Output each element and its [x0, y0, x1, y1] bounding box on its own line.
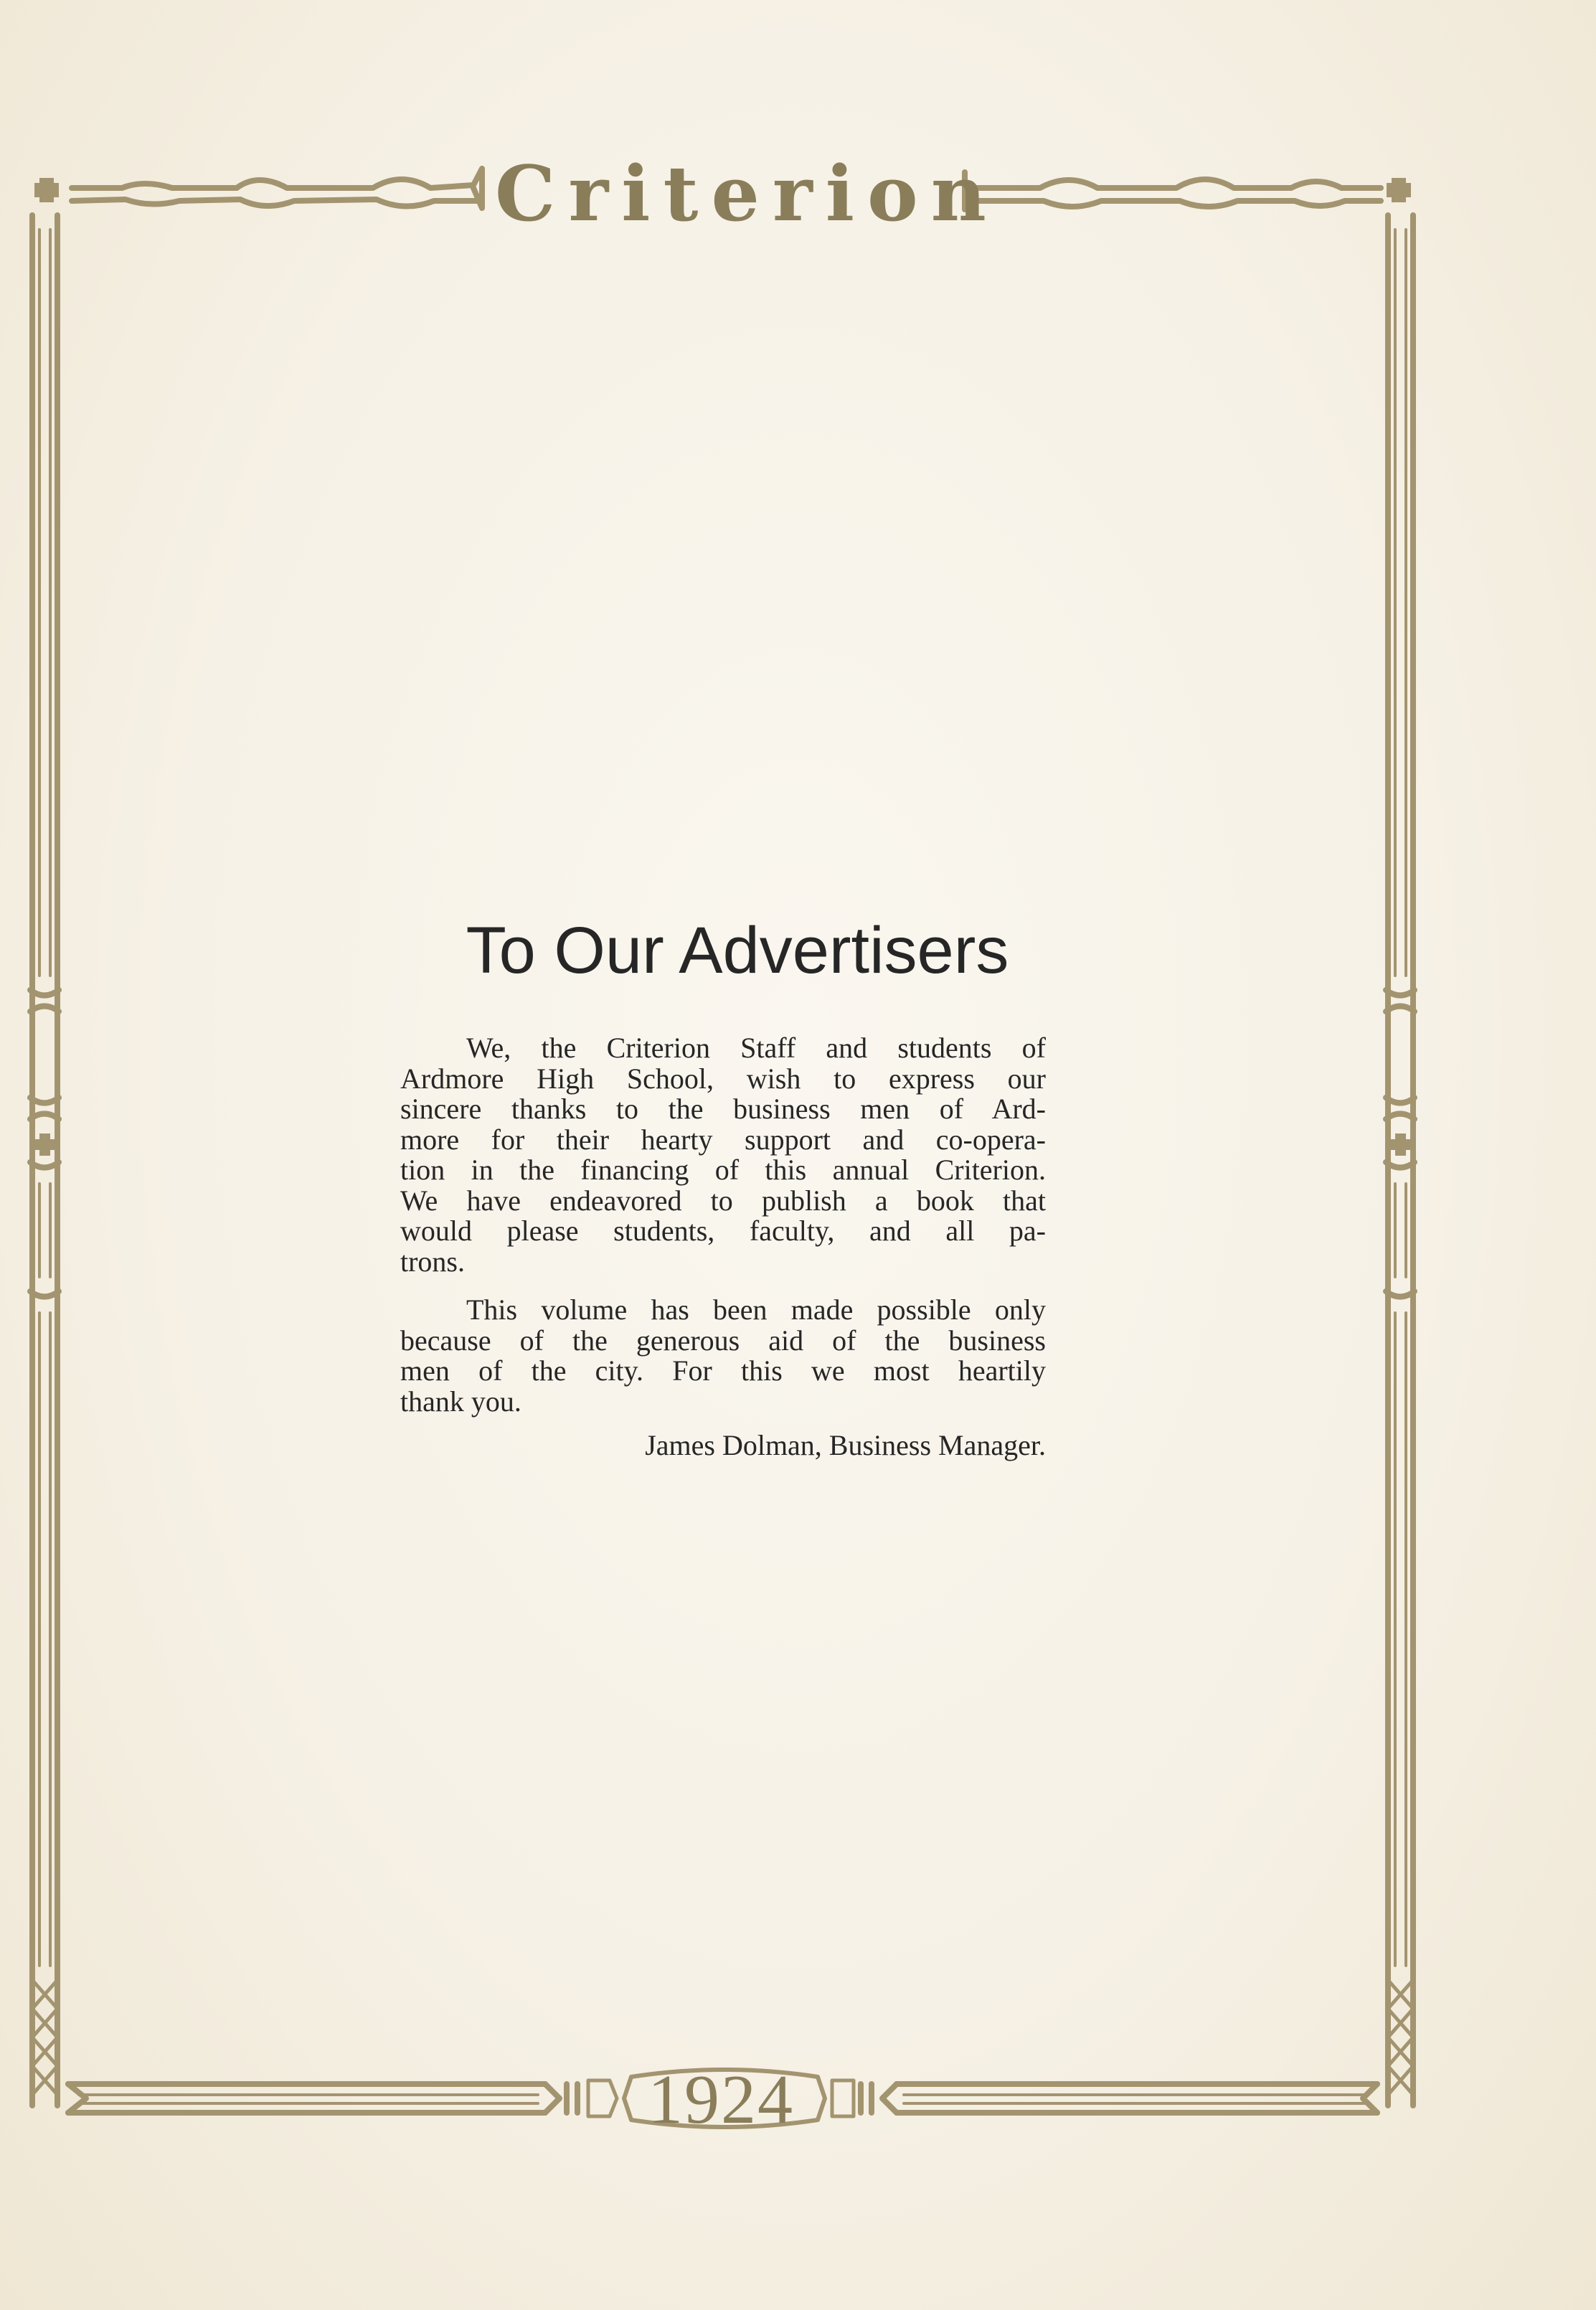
paragraph-line: thank you.: [400, 1385, 521, 1418]
bottom-rail-right: [897, 2084, 1377, 2113]
paragraph-line: trons.: [400, 1245, 465, 1278]
signature: James Dolman, Business Manager.: [645, 1429, 1046, 1461]
paragraph-1: [400, 1033, 1046, 1277]
paragraph-line: We, the Criterion Staff and students of: [466, 1032, 1046, 1064]
article-title: To Our Advertisers: [466, 914, 1009, 987]
header-title: Criterion: [495, 148, 999, 238]
paragraph-line: We have endeavored to publish a book that: [400, 1184, 1046, 1217]
bottom-rail-left: [68, 2084, 545, 2113]
right-cross: [1388, 1133, 1413, 1156]
paragraph-gap: [400, 1277, 1046, 1295]
corner-cross-top-left: [34, 178, 59, 202]
paragraph-line: Ardmore High School, wish to express our: [400, 1062, 1046, 1095]
article: [400, 911, 1046, 1461]
paragraph-line: because of the generous aid of the business: [400, 1324, 1046, 1357]
paragraph-line: tion in the financing of this annual Criterion.: [400, 1154, 1046, 1186]
paragraph-line: This volume has been made possible only: [466, 1293, 1046, 1326]
paragraph-line: more for their hearty support and co-opera-: [400, 1123, 1046, 1156]
left-cross: [32, 1133, 57, 1156]
footer-year: 1924: [648, 2061, 794, 2139]
corner-cross-top-right: [1387, 178, 1411, 202]
paragraph-2: [400, 1295, 1046, 1417]
paragraph-line: would please students, faculty, and all pa-: [400, 1215, 1046, 1247]
paragraph-line: sincere thanks to the business men of Ard-: [400, 1093, 1046, 1125]
paragraph-line: men of the city. For this we most heartily: [400, 1354, 1046, 1387]
